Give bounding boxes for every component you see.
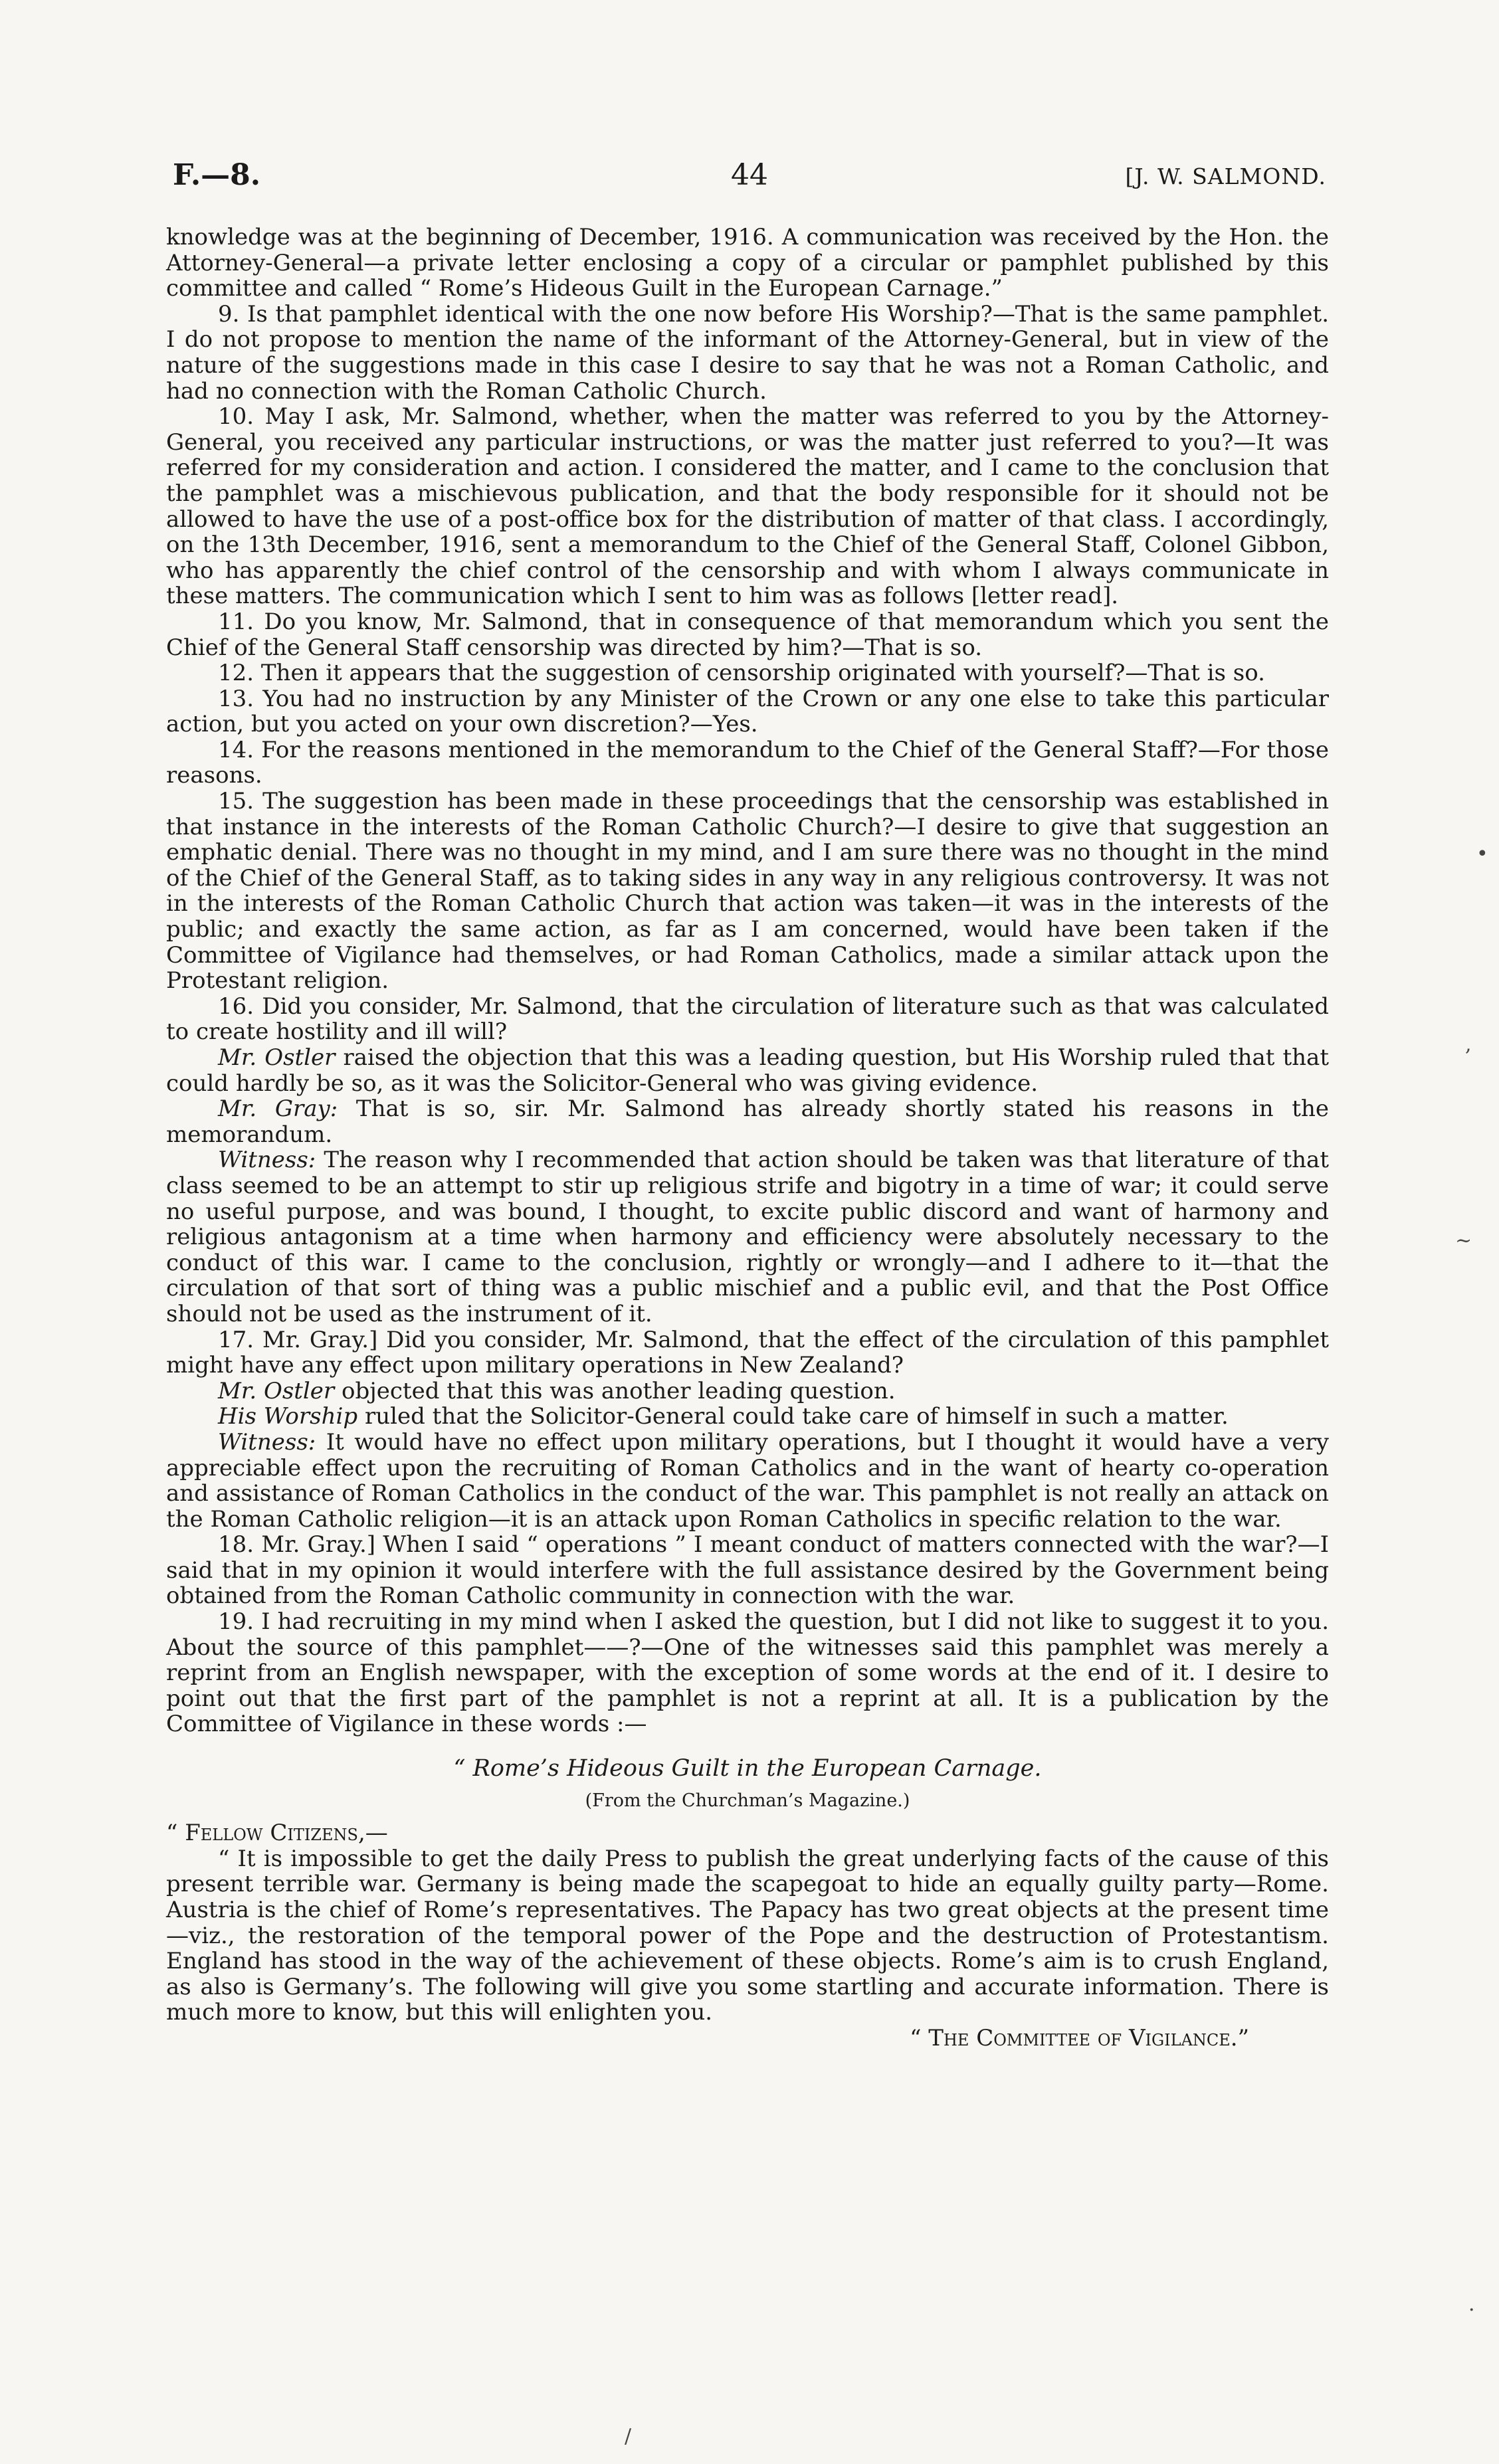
speaker: His Worship [218,1403,358,1430]
paragraph: Mr. Ostler raised the objection that this was a leading question, but His Worship ruled that that could hardly be so, as it was the Solicitor-General who was giving evidence. [166,1044,1329,1097]
margin-mark: · [1468,2299,1475,2322]
paragraph: Mr. Ostler objected that this was another leading question. [218,1377,896,1404]
paragraph: 10. May I ask, Mr. Salmond, whether, when the matter was referred to you by the Attorney-General, you received any particular instructions, or was the matter just referred to you?—It was referred for my consideration and action. I considered the matter, and I came to the conclusion that the pamphlet was a mischievous publication, and that the body responsible for it should not be allowed to have the use of a post-office box for the distribution of matter of that class. I accordingly, on the 13th December, 1916, sent a memorandum to the Chief of the General Staff, Colonel Gibbon, who has apparently the chief control of the censorship and with whom I always communicate in these matters. The communication which I sent to him was as follows [letter read]. [166,403,1329,610]
speaker: Mr. Ostler [218,1044,336,1071]
running-header [173,158,1326,198]
document-code: F.—8. [173,158,261,192]
paragraph: 16. Did you consider, Mr. Salmond, that the circulation of literature such as that was calculated to create hostility and ill will? [166,993,1329,1046]
quote-body: “ It is impossible to get the daily Press to publish the great underlying facts of the cause of this present terrible war. Germany is being made the scapegoat to hide an equally guilty party—Rome. Austria is the chief of Rome’s representatives. The Papacy has two great objects at the present time—viz., the restoration of the temporal power of the Pope and the destruction of Protestantism. England has stood in the way of the achievement of these objects. Rome’s aim is to crush England, as also is Germany’s. The following will give you some startling and accurate information. There is much more to know, but this will enlighten you. [166,1845,1329,2026]
paragraph: Witness: The reason why I recommended that action should be taken was that literature of that class seemed to be an attempt to stir up religious strife and bigotry in a time of war; it could serve no useful purpose, and was bound, I thought, to excite public discord and want of harmony and religious antagonism at a time when harmony and efficiency were absolutely necessary to the conduct of this war. I came to the conclusion, rightly or wrongly—and I adhere to it—that the circulation of that sort of thing was a public mischief and a public evil, and that the Post Office should not be used as the instrument of it. [166,1147,1329,1327]
speaker: Witness: [218,1428,316,1456]
margin-mark: • [1476,842,1488,866]
quote-salutation: “ Fellow Citizens,— [166,1820,388,1847]
quote-source: (From the Churchman’s Magazine.) [585,1790,910,1811]
paragraph: Witness: It would have no effect upon military operations, but I thought it would have a very appreciable effect upon the recruiting of Roman Catholics and in the want of hearty co-operation and assistance of Roman Catholics in the conduct of the war. This pamphlet is not really an attack on the Roman Catholic religion—it is an attack upon Roman Catholics in specific relation to the war. [166,1428,1329,1533]
speaker: Witness: [218,1147,316,1174]
paragraph: 9. Is that pamphlet identical with the one now before His Worship?—That is the same pamphlet. I do not propose to mention the name of the informant of the Attorney-General, but in view of the nature of the suggestions made in this case I desire to say that he was not a Roman Catholic, and had no connection with the Roman Catholic Church. [166,300,1329,405]
paragraph: 14. For the reasons mentioned in the memorandum to the Chief of the General Staff?—For those reasons. [166,736,1329,789]
margin-mark: , [1465,1033,1472,1056]
quote-signature: “ The Committee of Vigilance.” [910,2024,1249,2051]
speaker: Mr. Ostler [218,1377,335,1404]
paragraph: knowledge was at the beginning of December, 1916. A communication was received by the Hon. the Attorney-General—a private letter enclosing a copy of a circular or pamphlet published by this committee and called “ Rome’s Hideous Guilt in the European Carnage.” [166,224,1329,302]
paragraph: 12. Then it appears that the suggestion of censorship originated with yourself?—That is so. [218,660,1265,687]
margin-mark: / [625,2425,632,2448]
page-body [166,225,1329,2051]
paragraph: Mr. Gray: That is so, sir. Mr. Salmond has already shortly stated his reasons in the memorandum. [166,1095,1329,1148]
paragraph: 19. I had recruiting in my mind when I asked the question, but I did not like to suggest it to you. About the source of this pamphlet——?—One of the witnesses said this pamphlet was merely a reprint from an English newspaper, with the exception of some words at the end of it. I desire to point out that the first part of the pamphlet is not a reprint at all. It is a publication by the Committee of Vigilance in these words :— [166,1608,1329,1738]
witness-name: [J. W. SALMOND. [1125,163,1326,189]
paragraph: 15. The suggestion has been made in these proceedings that the censorship was established in that instance in the interests of the Roman Catholic Church?—I desire to give that suggestion an emphatic denial. There was no thought in my mind, and I am sure there was no thought in the mind of the Chief of the General Staff, as to taking sides in any way in any religious controversy. It was not in the interests of the Roman Catholic Church that action was taken—it was in the interests of the public; and exactly the same action, as far as I am concerned, would have been taken if the Committee of Vigilance had themselves, or had Roman Catholics, made a similar attack upon the Protestant religion. [166,788,1329,995]
speaker: Mr. Gray: [218,1095,338,1123]
page-number: 44 [731,158,768,192]
paragraph: 11. Do you know, Mr. Salmond, that in consequence of that memorandum which you sent the Chief of the General Staff censorship was directed by him?—That is so. [166,608,1329,661]
paragraph: 18. Mr. Gray.] When I said “ operations ” I meant conduct of matters connected with the war?—I said that in my opinion it would interfere with the full assistance desired by the Government being obtained from the Roman Catholic community in connection with the war. [166,1531,1329,1610]
paragraph: 17. Mr. Gray.] Did you consider, Mr. Salmond, that the effect of the circulation of this pamphlet might have any effect upon military operations in New Zealand? [166,1326,1329,1379]
paragraph: His Worship ruled that the Solicitor-General could take care of himself in such a matter. [218,1403,1229,1430]
margin-mark: ~ [1455,1229,1472,1252]
paragraph: 13. You had no instruction by any Minister of the Crown or any one else to take this particular action, but you acted on your own discretion?—Yes. [166,685,1329,738]
quote-title: “ Rome’s Hideous Guilt in the European Carnage. [453,1755,1042,1782]
